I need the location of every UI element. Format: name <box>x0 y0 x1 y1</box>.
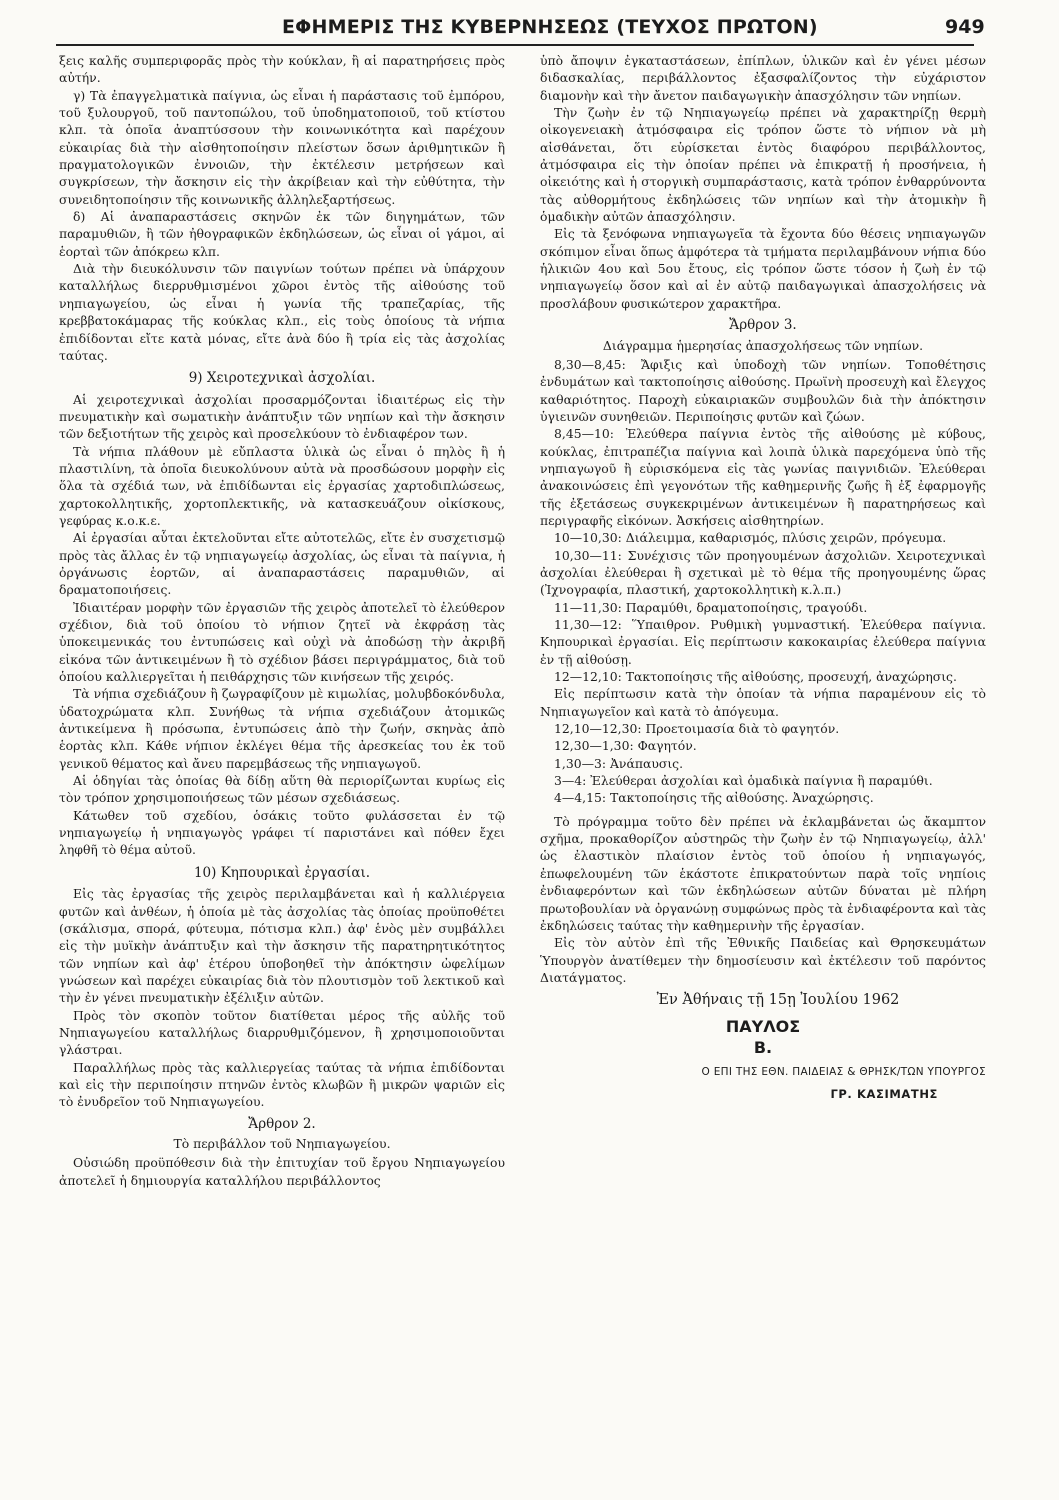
paragraph: Τὰ νήπια πλάθουν μὲ εὔπλαστα ὑλικὰ ὡς εἶναι ὁ πηλὸς ἢ ἡ πλαστιλίνη, τὰ ὁποῖα διευκολύνουν αὐτὰ νὰ προσδώσουν μορφὴν εἰς ὅλα τὰ σχέδιά των, νὰ ἐπιδίδωνται εἰς ἐργασίας χαρτοδιπλώσεως, χαρτοκολλητικῆς, χορτοπλεκτικῆς, νὰ κατασκευάζουν οἰκίσκους, γεφύρας κ.ο.κ.ε. <box>59 443 505 528</box>
paragraph: Οὐσιώδη προϋπόθεσιν διὰ τὴν ἐπιτυχίαν τοῦ ἔργου Νηπιαγωγείου ἀποτελεῖ ἡ δημιουργία καταλλήλου περιβάλλοντος <box>59 1155 505 1188</box>
paragraph: Εἰς τὰς ἐργασίας τῆς χειρὸς περιλαμβάνεται καὶ ἡ καλλιέργεια φυτῶν καὶ ἀνθέων, ἡ ὁποία μὲ τὰς ἀσχολίας τὰς ὁποίας προϋποθέτει (σκάλισμα, σπορά, φύτευμα, πότισμα κλπ.) ἀφ' ἑνὸς μὲν συμβάλλει εἰς τὴν μυϊκὴν ἀνάπτυξιν καὶ τὴν ἄσκησιν τῆς παρατηρητικότητος τῶν νηπίων καὶ ἀφ' ἑτέρου ὑποβοηθεῖ τὴν ἀπόκτησιν ὠφελίμων γνώσεων καὶ παρέχει εὐκαιρίας διὰ τὸν πλουτισμὸν τοῦ λεκτικοῦ καὶ τὴν ἐν γένει πνευματικὴν ἐξέλιξιν αὐτῶν. <box>59 886 505 1006</box>
paragraph: γ) Τὰ ἐπαγγελματικὰ παίγνια, ὡς εἶναι ἡ παράστασις τοῦ ἐμπόρου, τοῦ ξυλουργοῦ, τοῦ παντοπώλου, τοῦ ὑποδηματοποιοῦ, τοῦ κτίστου κλπ. τὰ ὁποῖα ἀναπτύσσουν τὴν κοινωνικότητα καὶ παρέχουν εὐκαιρίας διὰ τὴν αἰσθητοποίησιν πλείστων ὅσων ἀριθμητικῶν ἢ πραγματολογικῶν ἐννοιῶν, τὴν ἐκτέλεσιν μετρήσεων καὶ συγκρίσεων, τὴν ἄσκησιν εἰς τὴν ἀκρίβειαν καὶ τὴν εὐθύτητα, τὴν συνειδητοποίησιν τῆς κοινωνικῆς ἀλληλεξαρτήσεως. <box>59 87 505 207</box>
schedule-entry: 11—11,30: Παραμύθι, δραματοποίησις, τραγούδι. <box>554 599 868 615</box>
header-rule <box>56 44 974 46</box>
paragraph: Παραλλήλως πρὸς τὰς καλλιεργείας ταύτας τὰ νήπια ἐπιδίδονται καὶ εἰς τὴν περιποίησιν πτηνῶν ἐντὸς κλωβῶν ἢ μικρῶν ψαριῶν εἰς τὸ ἐνυδρεῖον τοῦ Νηπιαγωγείου. <box>59 1059 505 1110</box>
paragraph: ὑπὸ ἄποψιν ἐγκαταστάσεων, ἐπίπλων, ὑλικῶν καὶ ἐν γένει μέσων διδασκαλίας, περιβάλλοντος ἐξασφαλίζοντος τὴν εὐχάριστον διαμονὴν καὶ τὴν ἄνετον παιδαγωγικὴν ἀπασχόλησιν τῶν νηπίων. <box>540 53 986 103</box>
minister-name: ΓΡ. ΚΑΣΙΜΑΤΗΣ <box>830 1086 938 1101</box>
schedule-entry: 10,30—11: Συνέχισις τῶν προηγουμένων ἀσχολιῶν. Χειροτεχνικαὶ ἀσχολίαι ἐλεύθεραι ἢ σχετικαὶ μὲ τὸ θέμα τῆς προηγουμένης ὥρας (Ἰχνογραφία, πλαστική, χαρτοκολλητικὴ κ.λ.π.) <box>540 547 986 598</box>
schedule-entry: 12—12,10: Τακτοποίησις τῆς αἰθούσης, προσευχή, ἀναχώρησις. <box>554 669 957 685</box>
paragraph: Ἰδιαιτέραν μορφὴν τῶν ἐργασιῶν τῆς χειρὸς ἀποτελεῖ τὸ ἐλεύθερον σχέδιον, διὰ τοῦ ὁποίου τὸ νήπιον ζητεῖ νὰ ἐκφράσῃ τὰς ὑποκειμενικάς του ἐντυπώσεις καὶ οὐχὶ νὰ ἀποδώσῃ τὴν ἀκριβῆ εἰκόνα τῶν ἀντικειμένων ἢ τὸ σχέδιον βάσει περιγράμματος, διὰ τοῦ ὁποίου καλλιεργεῖται ἡ πειθάρχησις τῶν κινήσεων τῆς χειρός. <box>59 599 505 685</box>
paragraph: Αἱ ἐργασίαι αὗται ἐκτελοῦνται εἴτε αὐτοτελῶς, εἴτε ἐν συσχετισμῷ πρὸς τὰς ἄλλας ἐν τῷ νηπιαγωγείῳ ἀσχολίας, ὡς εἶναι τὰ παίγνια, ἡ ὀργάνωσις ἑορτῶν, αἱ ἀναπαραστάσεις παραμυθιῶν, αἱ δραματοποιήσεις. <box>59 530 505 598</box>
paragraph: Εἰς τὰ ξενόφωνα νηπιαγωγεῖα τὰ ἔχοντα δύο θέσεις νηπιαγωγῶν σκόπιμον εἶναι ὅπως ἀμφότερα τὰ τμήματα περιλαμβάνουν νήπια δύο ἡλικιῶν 4ου καὶ 5ου ἔτους, εἰς τρόπον ὥστε τόσον ἡ ζωὴ ἐν τῷ νηπιαγωγείῳ ὅσον καὶ αἱ ἐν αὐτῷ παιδαγωγικαὶ ἀπασχολήσεις νὰ προσλάβουν φυσικώτερον χαρακτῆρα. <box>540 226 986 311</box>
signature-name: ΠΑΥΛΟΣ <box>725 1016 801 1036</box>
schedule-entry: 4—4,15: Τακτοποίησις τῆς αἰθούσης. Ἀναχώρησις. <box>554 790 874 806</box>
paragraph: Τὸ πρόγραμμα τοῦτο δὲν πρέπει νὰ ἐκλαμβάνεται ὡς ἄκαμπτον σχῆμα, προκαθορίζον αὐστηρῶς τὴν ζωὴν ἐν τῷ Νηπιαγωγείῳ, ἀλλ' ὡς ἐλαστικὸν πλαίσιον ἐντὸς τοῦ ὁποίου ἡ νηπιαγωγός, ἐπωφελουμένη τῶν ἑκάστοτε ἐπικρατούντων παρὰ τοῖς νηπίοις ἐνδιαφερόντων καὶ τῶν ἐκδηλώσεων αὐτῶν δύναται μὲ πλήρη πρωτοβουλίαν νὰ ὀργανώνῃ συμφώνως πρὸς τὰ ἐνδιαφέροντα καὶ τὰς ἐκδηλώσεις ταύτας τὴν καθημερινὴν τῆς ἐργασίαν. <box>540 813 986 933</box>
article-3-subtitle: Διάγραμμα ἡμερησίας ἀπασχολήσεως τῶν νηπίων. <box>602 337 924 353</box>
paragraph: Αἱ χειροτεχνικαὶ ἀσχολίαι προσαρμόζονται ἰδιαιτέρως εἰς τὴν πνευματικὴν καὶ σωματικὴν ἀνάπτυξιν τῶν νηπίων καὶ τὴν ἄσκησιν τῶν δεξιοτήτων τῆς χειρὸς καὶ προσελκύουν τὸ ἐνδιαφέρον των. <box>59 391 505 442</box>
left-column <box>59 52 505 1189</box>
minister-title: Ο ΕΠΙ ΤΗΣ ΕΘΝ. ΠΑΙΔΕΙΑΣ & ΘΡΗΣΚ/ΤΩΝ ΥΠΟΥΡΓΟΣ <box>701 1066 986 1079</box>
schedule-entry: 10—10,30: Διάλειμμα, καθαρισμός, πλύσις χειρῶν, πρόγευμα. <box>554 530 947 546</box>
article-2-subtitle: Τὸ περιβάλλον τοῦ Νηπιαγωγείου. <box>173 1135 391 1151</box>
article-3-heading: Ἄρθρον 3. <box>729 317 797 334</box>
signature-initial: Β. <box>753 1037 773 1057</box>
decree-date: Ἐν Ἀθήναις τῇ 15ῃ Ἰουλίου 1962 <box>656 992 900 1009</box>
schedule-entry: 11,30—12: Ὕπαιθρον. Ρυθμικὴ γυμναστική. Ἐλεύθερα παίγνια. Κηπουρικαὶ ἐργασίαι. Εἰς περίπτωσιν κακοκαιρίας ἐλεύθερα παίγνια ἐν τῇ αἰθούσῃ. <box>540 617 986 667</box>
schedule-entry: 12,10—12,30: Προετοιμασία διὰ τὸ φαγητόν. <box>554 721 840 737</box>
paragraph: Αἱ ὁδηγίαι τὰς ὁποίας θὰ δίδῃ αὕτη θὰ περιορίζωνται κυρίως εἰς τὸν τρόπον χρησιμοποιήσεως τῶν μέσων σχεδιάσεως. <box>59 773 505 806</box>
article-2-heading: Ἄρθρον 2. <box>248 1115 316 1132</box>
page-header <box>0 0 1059 44</box>
section-heading-10: 10) Κηπουρικαὶ ἐργασίαι. <box>193 864 371 881</box>
schedule-entry: 1,30—3: Ἀνάπαυσις. <box>554 755 684 771</box>
schedule-entry: 8,45—10: Ἐλεύθερα παίγνια ἐντὸς τῆς αἰθούσης μὲ κύβους, κούκλας, ἐπιτραπέζια παίγνια καὶ λοιπὰ ὑλικὰ παρεχόμενα ὑπὸ τῆς νηπιαγωγοῦ ἢ εὑρισκόμενα εἰς τὰς γωνίας παιγνιδιῶν. Ἐλεύθεραι ἀνακοινώσεις ἐπὶ γεγονότων τῆς καθημερινῆς ζωῆς ἢ ἐξ ἐφαρμογῆς τῆς ἐξετάσεως συγκεκριμένων ἀντικειμένων ἢ παρατηρήσεως καὶ περιγραφῆς εἰκόνων. Ἀσκήσεις αἰσθητηρίων. <box>540 426 986 528</box>
paragraph: δ) Αἱ ἀναπαραστάσεις σκηνῶν ἐκ τῶν διηγημάτων, τῶν παραμυθιῶν, ἢ τῶν ἠθογραφικῶν ἐκδηλώσεων, ὡς εἶναι οἱ γάμοι, αἱ ἑορταὶ τῶν ἀπόκρεω κλπ. <box>59 209 505 259</box>
paragraph: Κάτωθεν τοῦ σχεδίου, ὁσάκις τοῦτο φυλάσσεται ἐν τῷ νηπιαγωγείῳ ἡ νηπιαγωγὸς γράφει τί παριστάνει καὶ πόθεν ἔχει ληφθῆ τὸ θέμα αὐτοῦ. <box>59 807 505 858</box>
right-column <box>540 52 986 1103</box>
page-number: 949 <box>945 16 985 38</box>
paragraph: Τὰ νήπια σχεδιάζουν ἢ ζωγραφίζουν μὲ κιμωλίας, μολυβδοκόνδυλα, ὑδατοχρώματα κλπ. Συνήθως τὰ νήπια σχεδιάζουν ἀτομικῶς ἀντικείμενα ἢ πρόσωπα, ἐντυπώσεις ἀπὸ τὴν ζωήν, σκηνὰς ἀπὸ ἑορτὰς κλπ. Κάθε νήπιον ἐκλέγει θέμα τῆς ἀρεσκείας του ἐκ τοῦ γενικοῦ θέματος καὶ ἄνευ παρεμβάσεως τῆς νηπιαγωγοῦ. <box>59 686 505 771</box>
paragraph: ξεις καλῆς συμπεριφορᾶς πρὸς τὴν κούκλαν, ἢ αἱ παρατηρήσεις πρὸς αὐτήν. <box>59 53 505 86</box>
paragraph: Διὰ τὴν διευκόλυνσιν τῶν παιγνίων τούτων πρέπει νὰ ὑπάρχουν καταλλήλως διερρυθμισμένοι χῶροι ἐντὸς τῆς αἰθούσης τοῦ νηπιαγωγείου, ὡς εἶναι ἡ γωνία τῆς τραπεζαρίας, τῆς κρεββατοκάμαρας τῆς κούκλας κλπ., εἰς τοὺς ὁποίους τὰ νήπια ἐπιδίδονται εἴτε κατὰ μόνας, εἴτε ἀνὰ δύο ἢ τρία εἰς τὰς ἀσχολίας ταύτας. <box>59 261 505 363</box>
schedule-entry: 12,30—1,30: Φαγητόν. <box>554 738 697 754</box>
paragraph: Τὴν ζωὴν ἐν τῷ Νηπιαγωγείῳ πρέπει νὰ χαρακτηρίζῃ θερμὴ οἰκογενειακὴ ἀτμόσφαιρα εἰς τρόπον ὥστε τὸ νήπιον νὰ μὴ αἰσθάνεται, ὅτι εὑρίσκεται ἐντὸς διαφόρου περιβάλλοντος, ἀτμόσφαιρα εἰς τὴν ὁποίαν πρέπει νὰ ἐπικρατῇ ἡ προσήνεια, ἡ οἰκειότης καὶ ἡ στοργικὴ συμπαράστασις, κατὰ τρόπον ἐνθαρρύνοντα τὰς αὐθορμήτους ἐκδηλώσεις τῶν νηπίων καὶ τὴν ἀτομικὴν ἢ ὁμαδικὴν αὐτῶν ἀπασχόλησιν. <box>540 105 986 225</box>
section-heading-9: 9) Χειροτεχνικαὶ ἀσχολίαι. <box>188 370 376 387</box>
gazette-title: ΕΦΗΜΕΡΙΣ ΤΗΣ ΚΥΒΕΡΝΗΣΕΩΣ (ΤΕΥΧΟΣ ΠΡΩΤΟΝ) <box>282 16 818 38</box>
paragraph: Εἰς περίπτωσιν κατὰ τὴν ὁποίαν τὰ νήπια παραμένουν εἰς τὸ Νηπιαγωγεῖον καὶ κατὰ τὸ ἀπόγευμα. <box>540 686 986 719</box>
schedule-entry: 8,30—8,45: Ἄφιξις καὶ ὑποδοχὴ τῶν νηπίων. Τοποθέτησις ἐνδυμάτων καὶ τακτοποίησις αἰθούσης. Πρωϊνὴ προσευχὴ καὶ ἔλεγχος καθαριότητος. Παροχὴ εὐκαιριακῶν συμβουλῶν διὰ τὴν ἀπόκτησιν ὑγιεινῶν συνηθειῶν. Περιποίησις φυτῶν καὶ ζώων. <box>540 356 986 424</box>
schedule-entry: 3—4: Ἐλεύθεραι ἀσχολίαι καὶ ὁμαδικὰ παίγνια ἢ παραμύθι. <box>554 773 933 789</box>
paragraph: Εἰς τὸν αὐτὸν ἐπὶ τῆς Ἐθνικῆς Παιδείας καὶ Θρησκευμάτων Ὑπουργὸν ἀνατίθεμεν τὴν δημοσίευσιν καὶ ἐκτέλεσιν τοῦ παρόντος Διατάγματος. <box>540 935 986 985</box>
paragraph: Πρὸς τὸν σκοπὸν τοῦτον διατίθεται μέρος τῆς αὐλῆς τοῦ Νηπιαγωγείου καταλλήλως διαρρυθμιζόμενον, ἢ χρησιμοποιοῦνται γλάστραι. <box>59 1007 505 1058</box>
